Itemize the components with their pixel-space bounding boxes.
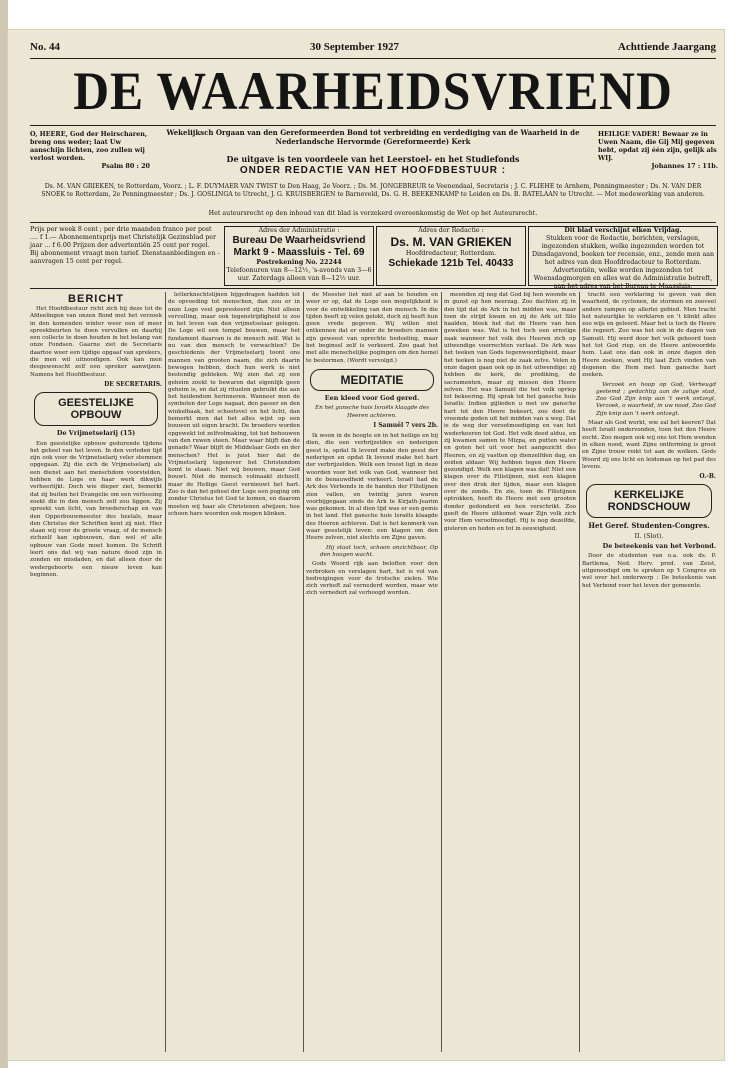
newspaper-title: DE WAARHEIDSVRIEND	[73, 61, 673, 121]
column-5-signature: O.-B.	[699, 473, 716, 481]
opbouw-subheading: De Vrijmetselarij (15)	[56, 429, 136, 438]
meditatie-heading: MEDITATIE	[310, 369, 434, 391]
info-label: Dit blad verschijnt elken Vrijdag.	[564, 227, 682, 234]
admin-address: Markt 9 - Maassluis - Tel. 69	[233, 247, 365, 258]
redaction-sub: Hoofdredacteur, Rotterdam.	[405, 250, 497, 257]
meditatie-text-2: Gods Woord rijk aan beloften voor den verbroken en verslagen hart, het is vol van bedreigingen voor de trotsche zielen. Wie zich verheft zal vernederd worden, maar wie zich vernedert zal verhoogd worden.	[306, 561, 438, 597]
admin-giro: Postrekening No. 22244	[256, 259, 342, 266]
meditatie-ref: I Samuël 7 vers 2b.	[373, 421, 438, 429]
column-2	[168, 292, 300, 1052]
editorial-heading: ONDER REDACTIE VAN HET HOOFDBESTUUR :	[239, 165, 507, 176]
administration-box	[224, 226, 374, 286]
motto-right	[598, 130, 718, 170]
motto-left-ref: Psalm 80 : 20	[101, 162, 150, 170]
publication-info-box	[528, 226, 718, 290]
meditatie-verse: Hij staat toch, schoon onzichtbaar, Op den hoogen wacht.	[320, 544, 438, 558]
rondschouw-part: II. (Slot).	[634, 531, 664, 540]
issue-date: 30 September 1927	[310, 41, 400, 53]
redaction-box	[376, 226, 526, 286]
subtitle: Wekelijksch Orgaan van den Gereformeerden Bond tot verbreiding en verdediging van de Waarheid in de Nederlandsche Hervormde (Gereformeerde) Kerk	[166, 128, 580, 146]
admin-label: Adres der Administratie :	[258, 227, 340, 234]
column-divider-1	[165, 292, 166, 1052]
column-divider-2	[303, 292, 304, 1052]
masthead-rule-top	[30, 58, 716, 59]
column-divider-4	[579, 292, 580, 1052]
publication-notice: De uitgave is ten voordeele van het Leerstoel- en het Studiefonds	[226, 154, 520, 164]
masthead-topline	[30, 38, 716, 56]
bericht-signature: DE SECRETARIS.	[104, 380, 162, 388]
motto-right-ref: Johannes 17 : 11b.	[651, 162, 718, 170]
issue-number: No. 44	[30, 41, 60, 53]
bericht-heading: BERICHT	[68, 293, 124, 305]
opbouw-text: Een geestelijke opbouw gedurende tijdens het geheel van het leven. In den verleden tijd zijn ook voor de Vrijmetselarij veler stemmen opgegaan. Zij die zich de Vrijmetselarij als een dienst aan het menschdom voorstelden, hebben de Loge en haar werk dikwijls verheerlijkt. Doch wie dieper ziet, bemerkt dat zij buiten het Evangelie om een verlossing zoekt die in den mensch zelf zou liggen. Zij spreekt van licht, van broederschap en van den Opperbouwmeester des heelals, maar den Christus der Schriften kent zij niet. Hier staan wij voor de groote vraag, of de mensch zichzelf kan opbouwen, dan wel of alle opbouw van Gode moet komen. De Schrift leert ons dat wij van nature dood zijn in zonden en misdaden, en dat alleen door de wedergeboorte een nieuw leven kan beginnen.	[30, 440, 162, 578]
binding-edge	[0, 0, 8, 1068]
column-5-verse: Verzoek en hoop op God, Verheugd gestemd ; gedachtig aan de zalige stad, Zoo God Zijn knip aan 't werk ontzegt, Verzoek, o waarheid, in uw nood, Zoo God Zijn knip aan 't werk ontzegt.	[596, 381, 716, 417]
masthead-rule-bottom	[30, 125, 716, 126]
admin-hours: Telefoonuren van 8—12½, 's-avonds van 3—6 uur. Zaterdags alleen van 8—12½ uur.	[226, 267, 372, 282]
subscription-prices: Prijs per week 8 cent ; per drie maanden franco per post .... f 1.— Abonnementsprijs met Christelijk Gezinsblad per jaar ... f 6.00 Prijzen der advertentiën 25 cent per regel. Bij abonnement vraagt men tarief. Dienstaanbiedingen en -aanvragen 15 cent per regel.	[30, 226, 220, 265]
meditatie-text: Ik woon in de hoogte en in het heilige en bij dien, die een verbrijzelden en nederigen geest is, opdat Ik levend make den geest der nederigen en opdat Ik levend make het hart der verbrijzelden. Welk een troost ligt in deze woorden voor het volk van God, wanneer het in de benauwdheid verkeert. Israël had de Ark des Verbonds in de handen der Filistijnen zien vallen, en twintig jaren waren voorbijgegaan sinds de Ark te Kirjath-Jearim was gekomen. In al dien tijd was er een gemis in het land. Het gansche huis Israëls klaagde des Heeren achteren. Dat is het kenmerk van waar geestelijk leven: een klagen om den Heere zelven, niet slechts om Zijne gaven.	[306, 433, 438, 542]
motto-left	[30, 130, 150, 170]
column-3	[306, 292, 438, 1052]
column-1	[30, 292, 162, 1052]
column-divider-3	[441, 292, 442, 1052]
volume: Achttiende Jaargang	[617, 41, 716, 53]
column-5	[582, 292, 716, 1052]
editorial-staff: Ds. M. VAN GRIEKEN, te Rotterdam, Voorz. ; L. F. DUYMAER VAN TWIST te Den Haag, 2e Voorz. ; Ds. M. JONGEBREUR te Veenendaal, Secretaris ; J. C. FLIEHE te Arnhem, Penningmeester ; Ds. N. VAN DER SNOEK te Rotterdam, 2e Penningmeester ; Ds. J. GOSLINGA te Utrecht, J. G. KRUISBERGEN te Barneveld, Ds. G. H. BEEKENKAMP te Leiden en Ds. B. BATELAAN te Utrecht. — Met medewerking van anderen.	[41, 183, 705, 198]
body-rule	[30, 288, 716, 289]
column-5-text: tracht een verklaring te geven van den waarheid, de cyclonen, de stormen en zooveel andere rampen op allerlei gebied. Men tracht het natuurlijke te verklaren en 't klinkt alles zoo wijs en geleerd. Maar het is toch de Heere die regeert. Zoo was het ook in de dagen van Samuël. Hij werd door het volk gehoord toen het tot God riep, en de Heere antwoordde hem. Laat ons dan ook in onze dagen den Heere zoeken, want Hij laat Zich vinden van degenen die Hem met hun gansche hart zoeken.	[582, 292, 716, 379]
column-2-text: letterknechtslijnen bijgedragen hadden tot de opvoeding tot menschen, dan zou er in onze Loge veel gepresteerd zijn. Niet alleen vervulling, maar ook tegenstrijdigheid is zoo in het leven van den vrijmetselaar gelegen. De Loge wil een tempel bouwen, maar het fundament daarvan is de mensch zelf. Wat is nu van den mensch te verwachten? De geschiedenis der Vrijmetselarij toont ons mannen van grooten naam, die zich daarin bewogen hebben, doch hun werk is niet bestendig gebleken. Wij zien dat zij een geheim zoekt te bewaren dat eigenlijk geen geheim is, en dat zij rituelen gebruikt die aan het heidendom herinneren. Wanneer men de symbolen der Loge nagaat, den passer en den winkelhaak, het schootsvel en het licht, dan bemerkt men dat het alles wijst op een bouwen uit eigen kracht. De broeders worden opgewekt tot zelfvolmaking, tot het behouwen van den ruwen steen. Maar waar blijft dan de genade? Waar blijft de Middelaar Gods en der menschen? Het is juist hier dat de Vrijmetselarij tegenover het Christendom komt te staan. Niet wij bouwen, maar God bouwt. Niet de mensch volmaakt zichzelf, maar de Heilige Geest vernieuwt het hart. Zoo is dan het geheel der Loge een poging om zonder Christus tot God te komen, en daarom moeten wij haar als Christenen afwijzen, hoe schoon hare woorden ook mogen klinken.	[168, 292, 300, 517]
column-4-text: meenden zij nog dat God bij hen woonde en in gunst op hen neerzag. Zoo dachten zij in den tijd dat de Ark in het midden was, maar toen de strijd kwam en zij de Ark uit Silo haalden, bleek het dat de Heere van hen geweken was. Wat is het toch een ernstige zaak wanneer het volk des Heeren zich op uitwendige voorrechten verlaat. De Ark was het teeken van Gods tegenwoordigheid, maar het teeken is nog niet de zaak zelve. Velen in onze dagen gaan ook op in het uitwendige: zij hebben de kerk, de prediking, de sacramenten, maar zij missen den Heere zelven. Het was Samuël die het volk opriep tot bekeering. Hij sprak tot het gansche huis Israëls: Indien gijlieden u met uw gansche hart tot den Heere bekeert, zoo doet de vreemde goden uit het midden van u weg. Dat is de weg der verootmoediging en van het wederkeeren tot God. Het volk deed aldus, en zij kwamen samen te Mizpa, en putten water en goten het uit voor het aangezicht des Heeren, en zij vastten op dienzelfden dag, en zeiden aldaar: Wij hebben tegen den Heere gezondigd. Welk een klagen was dat! Niet een klagen over de Filistijnen, niet een klagen over den druk der tijden, maar een klagen over de zonde. En zie, toen de Filistijnen optrokken, heeft de Heere met een grooten donder gedonderd en hen verschrikt. Zoo geeft de Heere uitkomst waar Zijn volk zich voor Hem verootmoedigt. Hij is nog dezelfde, gisteren en heden en tot in eeuwigheid.	[444, 292, 576, 532]
rondschouw-subheading: Het Geref. Studenten-Congres.	[588, 521, 710, 531]
bericht-text: Het Hoofdbestuur richt zich bij deze tot de Afdeelingen van onzen Bond met het verzoek in den komenden winter weer een of meer spreekbeurten te doen vervullen en daarbij een collecte te doen houden in het belang van onze Fondsen. Gaarne ziet de Secretaris daartoe weer een tijdige opgaaf van sprekers, die men wil uitnoodigen. Ook kan men desgewenscht zelf een spreker aanwijzen. Namens het Hoofdbestuur.	[30, 306, 162, 378]
meditatie-subheading: Een kleed voor God gered.	[324, 393, 420, 402]
rondschouw-text: Door de studenten van o.a. ook ds. P. Bartlema, Ned. Herv. pred. van Zeist, uitgenoodigd om te spreken op 't Congres en wel over het onderwerp : De beteekenis van het Verbond voor het leven der gemeente.	[582, 553, 716, 589]
meditatie-lead: En het gansche huis Israëls klaagde des Heeren achteren.	[315, 405, 429, 419]
info-text: Stukken voor de Redactie, berichten, verslagen, ingezonden stukken, welke ingezonden worden tot Dinsdagavond, boeken ter recensie, enz., zende men aan het adres van den Hoofdredacteur te Rotterdam. Advertentiën, welke worden ingezonden tot Woensdagmorgen en alles wat de Administratie betreft, aan het adres van het Bureau te Maassluis.	[531, 235, 715, 290]
column-3-text: de Meester liet niet af aan te houden en weer er op, dat de Loge een mogelijkheid is voor de ontwikkeling van den mensch. In die tijden heeft zij velen gelokt, doch zij heeft hun geen vrede gegeven. Wij willen niet ontkennen dat er onder de broeders mannen zijn geweest van oprechte bedoeling, maar het beginsel zelf is verkeerd. Zoo gaat het met alle menschelijke pogingen om den hemel te bestormen. (Wordt vervolgd.)	[306, 292, 438, 364]
admin-name: Bureau De Waarheidsvriend	[232, 235, 366, 246]
column-4	[444, 292, 576, 1052]
info-boxes	[30, 226, 716, 290]
rondschouw-topic: De beteekenis van het Verbond.	[602, 542, 716, 551]
column-5-text-2: Maar als God werkt, wie zal het keeren? Dat heeft Israël ondervonden, toen het den Heere zocht. Zoo mogen ook wij ons tot Hem wenden in elken nood, want Zijne ontferming is groot en Zijne trouw reikt tot aan de wolken. Gods Woord zij ons licht en leidsman op het pad des levens.	[582, 420, 716, 470]
motto-right-text: HEILIGE VADER! Bewaar ze in Uwen Naam, die Gij Mij gegeven hebt, opdat zij één zijn, gelijk als WIJ.	[598, 130, 717, 162]
newspaper-page	[8, 30, 724, 1060]
kerkelijke-rondschouw-heading: KERKELIJKE RONDSCHOUW	[586, 484, 712, 518]
motto-left-text: O, HEERE, God der Heirscharen, breng ons weder; laat Uw aanschijn lichten, zoo zullen wij verlost worden.	[30, 130, 148, 162]
copyright-note: Het auteursrecht op den inhoud van dit blad is verzekerd overeenkomstig de Wet op het Auteursrecht.	[208, 210, 538, 217]
geestelijke-opbouw-heading: GEESTELIJKE OPBOUW	[34, 392, 158, 426]
redaction-address: Schiekade 121b Tel. 40433	[388, 258, 514, 269]
redaction-name: Ds. M. VAN GRIEKEN	[390, 235, 512, 249]
redaction-label: Adres der Redactie :	[418, 227, 484, 234]
header-rule	[30, 222, 716, 223]
